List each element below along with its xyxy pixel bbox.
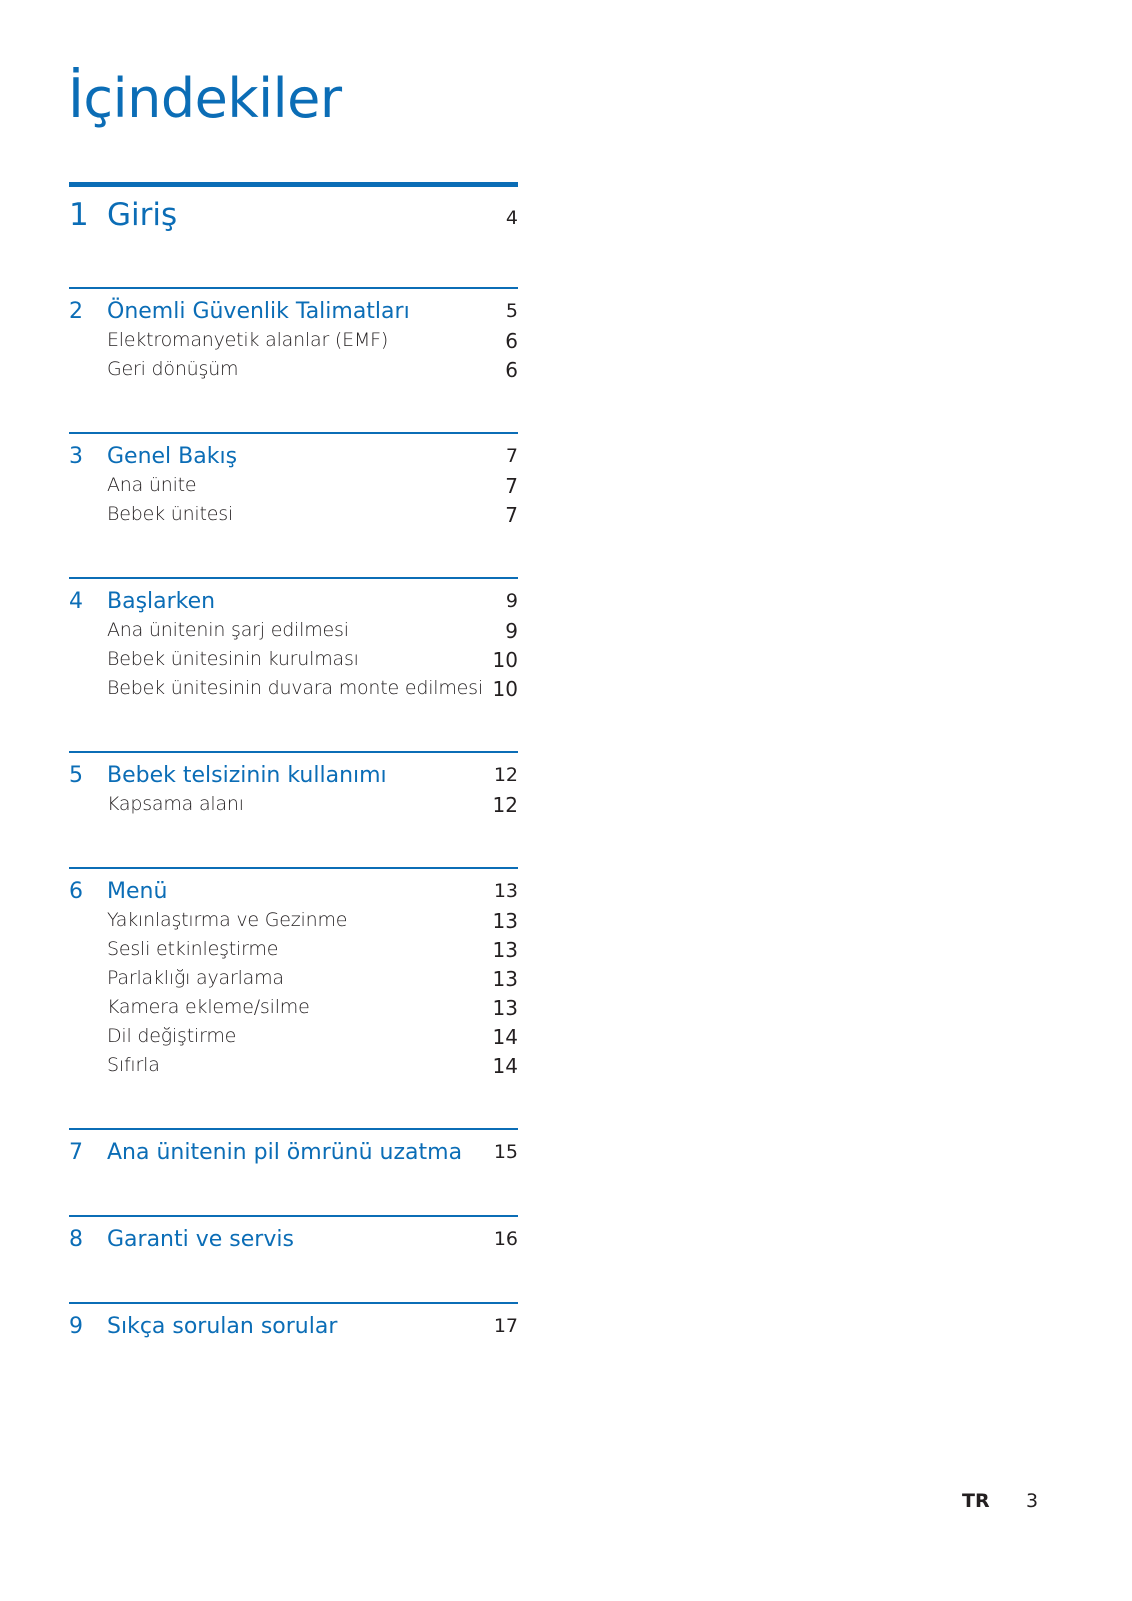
section-page: 15 [493,1141,518,1163]
entry-page: 13 [492,908,518,933]
toc-entry[interactable] [69,964,518,993]
page-title: İçindekiler [68,67,342,130]
section-number: 1 [69,197,89,233]
entry-page: 6 [505,357,518,382]
toc-section-7 [69,1128,518,1167]
entry-title: Sesli etkinleştirme [107,938,279,960]
section-page: 13 [493,880,518,902]
section-page: 4 [505,207,518,229]
section-number: 3 [69,443,83,469]
section-title[interactable]: Bebek telsizinin kullanımı [107,762,387,788]
toc-section-9 [69,1302,518,1341]
entry-page: 9 [505,618,518,643]
toc-section-3 [69,432,518,529]
section-number: 9 [69,1313,83,1339]
toc-entry[interactable] [69,935,518,964]
section-title[interactable]: Genel Bakış [107,443,238,469]
section-page: 5 [505,300,518,322]
toc-entry[interactable] [69,1051,518,1080]
section-number: 5 [69,762,83,788]
toc-entry[interactable] [69,906,518,935]
section-title[interactable]: Önemli Güvenlik Talimatları [107,298,410,324]
entry-page: 13 [492,966,518,991]
entry-page: 13 [492,937,518,962]
toc-entry[interactable] [69,645,518,674]
footer-language: TR [962,1490,990,1512]
section-title[interactable]: Sıkça sorulan sorular [107,1313,338,1339]
entry-title: Ana ünitenin şarj edilmesi [107,619,349,641]
section-title[interactable]: Giriş [107,197,178,233]
toc-entry[interactable] [69,355,518,384]
toc-section-5 [69,751,518,819]
toc-entry[interactable] [69,471,518,500]
entry-title: Kapsama alanı [107,793,244,815]
entry-title: Sıfırla [107,1054,160,1076]
section-number: 2 [69,298,83,324]
entry-page: 6 [505,328,518,353]
toc-entry[interactable] [69,616,518,645]
entry-title: Dil değiştirme [107,1025,237,1047]
section-page: 16 [493,1228,518,1250]
entry-page: 14 [492,1024,518,1049]
entry-title: Bebek ünitesinin kurulması [107,648,359,670]
entry-title: Parlaklığı ayarlama [107,967,284,989]
toc-entry[interactable] [69,993,518,1022]
toc-section-4 [69,577,518,703]
toc-entry[interactable] [69,790,518,819]
toc-section-8 [69,1215,518,1254]
section-page: 12 [493,764,518,786]
section-page: 9 [505,590,518,612]
entry-title: Geri dönüşüm [107,358,239,380]
entry-title: Kamera ekleme/silme [107,996,310,1018]
entry-page: 7 [505,473,518,498]
section-page: 7 [505,445,518,467]
section-title[interactable]: Ana ünitenin pil ömrünü uzatma [107,1139,463,1165]
section-number: 7 [69,1139,83,1165]
section-title[interactable]: Garanti ve servis [107,1226,294,1252]
toc-section-1 [69,182,518,247]
toc-entry[interactable] [69,674,518,703]
entry-page: 13 [492,995,518,1020]
section-number: 6 [69,878,83,904]
toc-entry[interactable] [69,1022,518,1051]
toc-section-2 [69,287,518,384]
entry-page: 7 [505,502,518,527]
section-page: 17 [493,1315,518,1337]
entry-title: Bebek ünitesi [107,503,234,525]
entry-page: 10 [492,647,518,672]
entry-title: Ana ünite [107,474,197,496]
section-number: 8 [69,1226,83,1252]
entry-page: 12 [492,792,518,817]
entry-page: 10 [492,676,518,701]
entry-page: 14 [492,1053,518,1078]
footer-page-number: 3 [1026,1490,1039,1512]
entry-title: Yakınlaştırma ve Gezinme [107,909,348,931]
section-title[interactable]: Menü [107,878,168,904]
entry-title: Elektromanyetik alanlar (EMF) [107,329,389,351]
toc-entry[interactable] [69,500,518,529]
toc-entry[interactable] [69,326,518,355]
entry-title: Bebek ünitesinin duvara monte edilmesi [107,677,483,699]
section-number: 4 [69,588,83,614]
section-title[interactable]: Başlarken [107,588,216,614]
toc-section-6 [69,867,518,1080]
